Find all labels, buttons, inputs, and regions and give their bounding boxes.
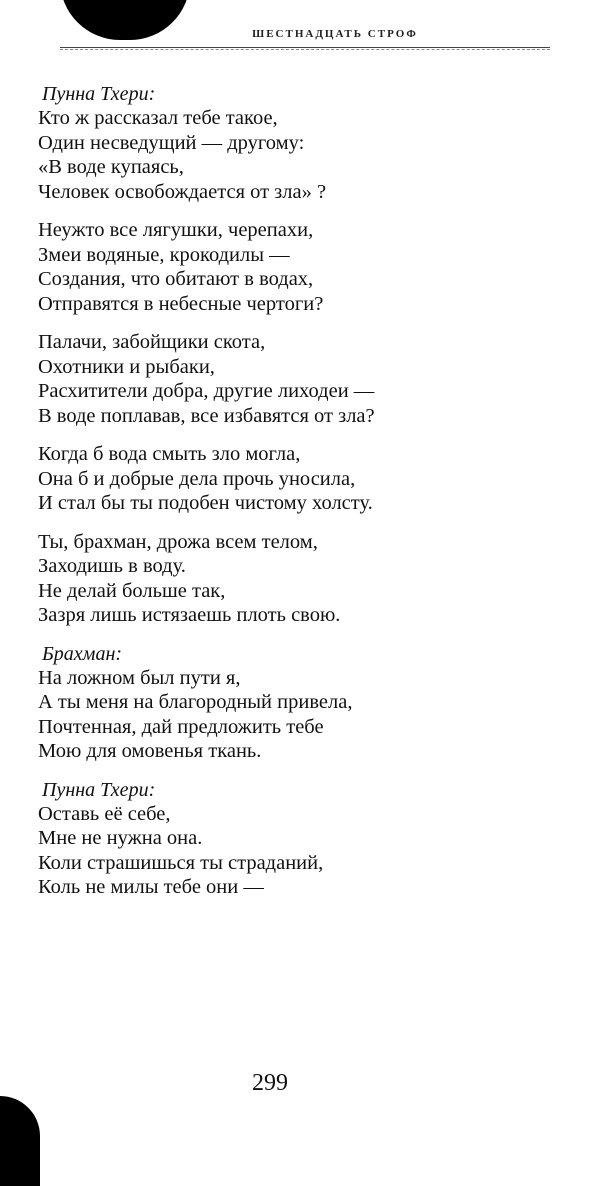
verse-line: Создания, что обитают в водах, xyxy=(38,268,314,290)
verse-line: Ты, брахман, дрожа всем телом, xyxy=(38,530,318,553)
stanza xyxy=(38,218,558,316)
verse-line: Не делай больше так, xyxy=(38,579,226,602)
speaker-label: Пунна Тхери: xyxy=(42,83,156,105)
stanza xyxy=(38,106,558,204)
stanza xyxy=(38,666,558,764)
stanza xyxy=(38,530,558,628)
verse-line: Человек освобождается от зла» ? xyxy=(38,180,327,203)
verse-line: Отправятся в небесные чертоги? xyxy=(38,292,324,315)
poem-text xyxy=(38,82,558,914)
verse-line: Расхитители добра, другие лиходеи — xyxy=(38,380,375,402)
verse-line: Кто ж рассказал тебе такое, xyxy=(38,107,278,129)
verse-line: Змеи водяные, крокодилы — xyxy=(38,243,290,266)
verse-line: Палачи, забойщики скота, xyxy=(38,331,266,353)
verse-line: А ты меня на благородный привела, xyxy=(38,691,353,713)
verse-line: Оставь её себе, xyxy=(38,802,171,825)
speaker-label: Пунна Тхери: xyxy=(42,778,156,801)
verse-line: В воде поплавав, все избавятся от зла? xyxy=(38,404,375,427)
verse-line: Коли страшишься ты страданий, xyxy=(38,851,324,874)
verse-line: Она б и добрые дела прочь уносила, xyxy=(38,467,356,490)
verse-line: Когда б вода смыть зло могла, xyxy=(38,443,301,465)
verse-line: Неужто все лягушки, черепахи, xyxy=(38,219,314,241)
verse-line: Мне не нужна она. xyxy=(38,827,203,849)
header-rule xyxy=(60,47,550,50)
verse-line: Мою для омовенья ткань. xyxy=(38,740,262,762)
verse-line: Зазря лишь истязаешь плоть свою. xyxy=(38,604,341,626)
verse-line: Коль не милы тебе они — xyxy=(38,876,264,898)
stanza xyxy=(38,330,558,428)
running-head: ШЕСТНАДЦАТЬ СТРОФ xyxy=(252,28,418,40)
stanza xyxy=(38,442,558,516)
speaker-label: Брахман: xyxy=(42,642,123,665)
verse-line: На ложном был пути я, xyxy=(38,666,241,689)
page-corner-shadow-bottom xyxy=(0,1096,40,1186)
verse-line: Один несведущий — другому: xyxy=(38,131,305,154)
stanza xyxy=(38,802,558,900)
verse-line: И стал бы ты подобен чистому холсту. xyxy=(38,492,373,514)
verse-line: Заходишь в воду. xyxy=(38,555,186,577)
page-number: 299 xyxy=(252,1070,288,1096)
verse-line: Охотники и рыбаки, xyxy=(38,355,215,378)
verse-line: Почтенная, дай предложить тебе xyxy=(38,715,324,738)
verse-line: «В воде купаясь, xyxy=(38,156,184,178)
